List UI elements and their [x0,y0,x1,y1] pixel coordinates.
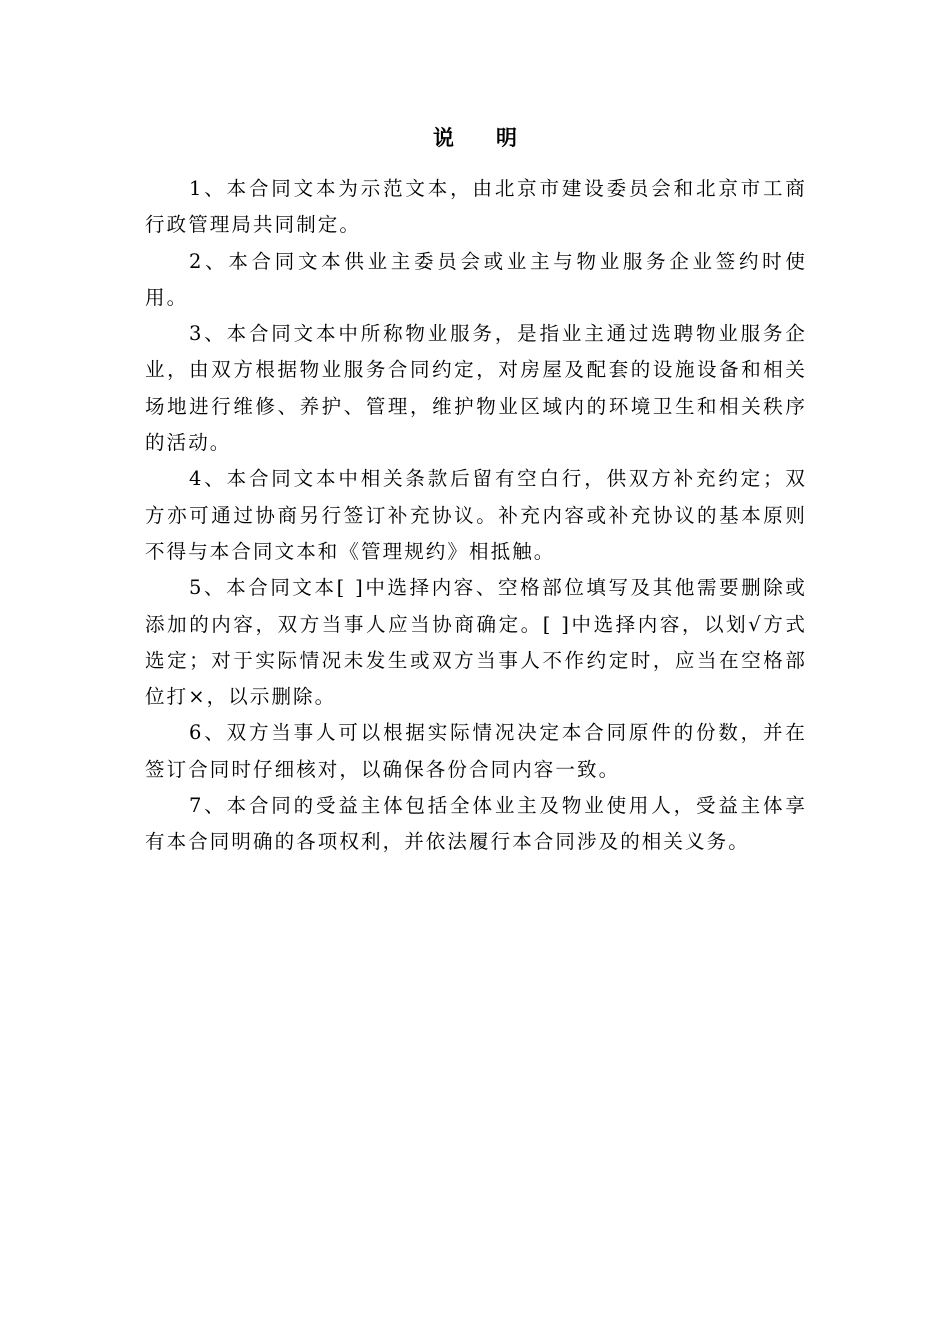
note-paragraph-3: 3、本合同文本中所称物业服务，是指业主通过选聘物业服务企业，由双方根据物业服务合同约定，对房屋及配套的设施设备和相关场地进行维修、养护、管理，维护物业区域内的环境卫生和相关秩序的活动。 [145,322,807,455]
note-paragraph-6: 6、双方当事人可以根据实际情况决定本合同原件的份数，并在签订合同时仔细核对，以确保各份合同内容一致。 [145,721,807,781]
note-paragraph-2: 2、本合同文本供业主委员会或业主与物业服务企业签约时使用。 [145,249,807,309]
note-paragraph-7: 7、本合同的受益主体包括全体业主及物业使用人，受益主体享有本合同明确的各项权利，并依法履行本合同涉及的相关义务。 [145,794,807,854]
notes-body [145,171,807,861]
page-title: 说明 [433,125,559,150]
note-paragraph-4: 4、本合同文本中相关条款后留有空白行，供双方补充约定；双方亦可通过协商另行签订补充协议。补充内容或补充协议的基本原则不得与本合同文本和《管理规约》相抵触。 [145,467,807,563]
note-paragraph-1: 1、本合同文本为示范文本，由北京市建设委员会和北京市工商行政管理局共同制定。 [145,177,807,237]
note-paragraph-5: 5、本合同文本[ ]中选择内容、空格部位填写及其他需要删除或添加的内容，双方当事人应当协商确定。[ ]中选择内容，以划√方式选定；对于实际情况未发生或双方当事人不作约定时，应当在空格部位打×，以示删除。 [145,576,807,709]
